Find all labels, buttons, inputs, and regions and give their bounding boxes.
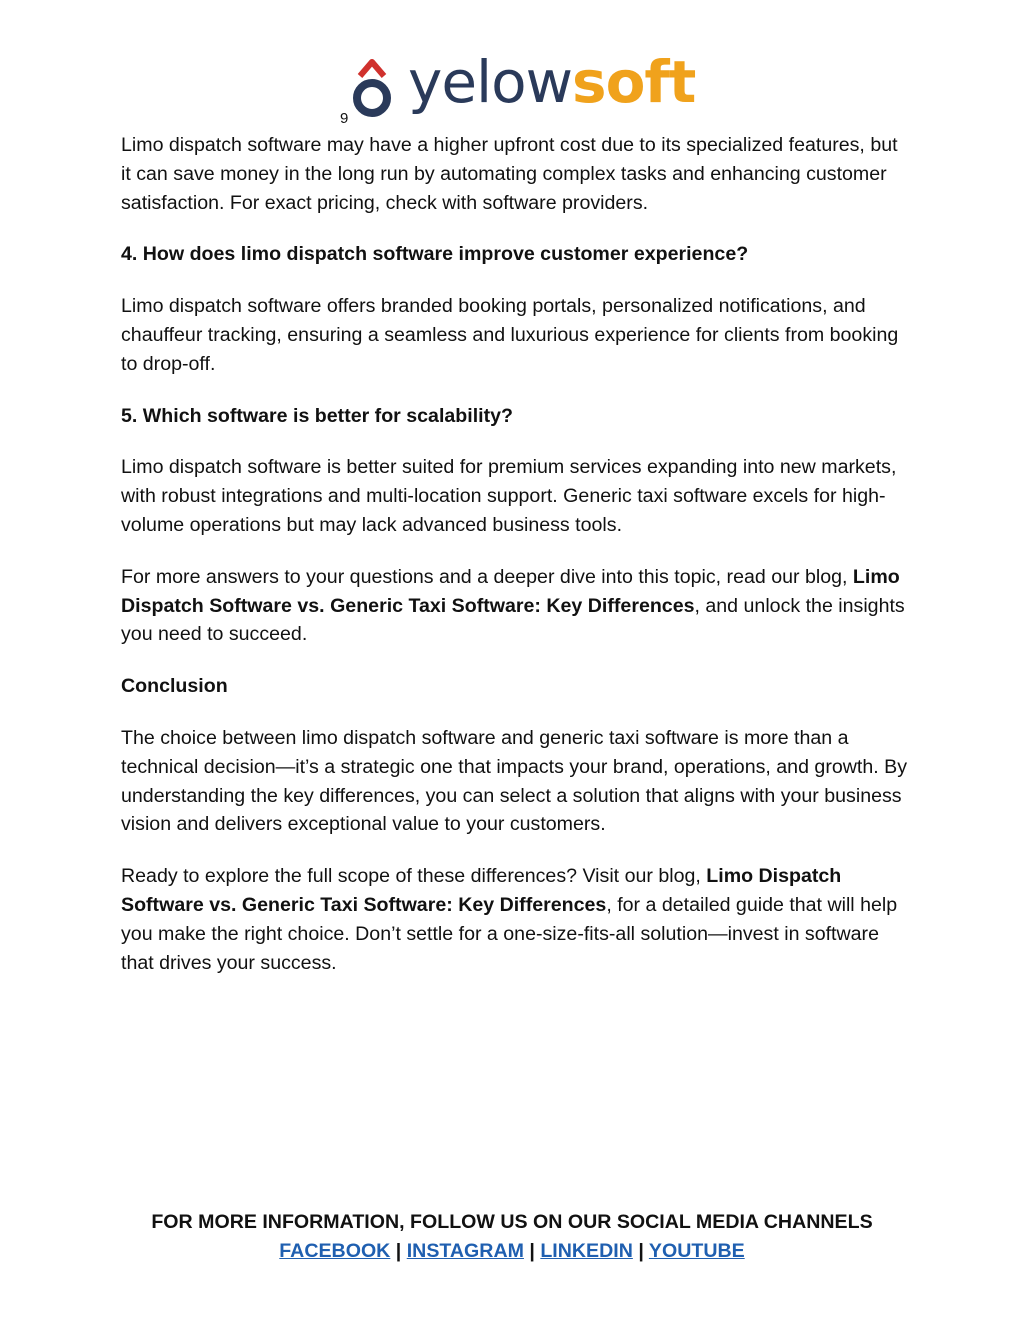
- facebook-link[interactable]: FACEBOOK: [279, 1240, 391, 1262]
- more-text-pre: For more answers to your questions and a deeper dive into this topic, read our blog,: [121, 565, 853, 588]
- logo-text-dark: yelow: [408, 48, 573, 116]
- yelowsoft-logo: [352, 48, 696, 120]
- paragraph-cost: Limo dispatch software may have a higher upfront cost due to its specialized features, but it can save money in the long run by automating complex tasks and enhancing customer satisfaction. For exact pricing, check with software providers.: [121, 134, 898, 214]
- social-footer: [0, 1208, 1024, 1266]
- faq-answer-4: Limo dispatch software offers branded booking portals, personalized notifications, and chauffeur tracking, ensuring a seamless and luxurious experience for clients from booking to drop-off.: [121, 295, 899, 375]
- conclusion-heading: Conclusion: [121, 675, 228, 698]
- paragraph-ready: [121, 862, 911, 977]
- link-separator: |: [638, 1240, 644, 1262]
- logo-wordmark: [408, 50, 695, 114]
- faq-question-4: 4. How does limo dispatch software improve customer experience?: [121, 243, 749, 266]
- ready-text-pre: Ready to explore the full scope of these differences? Visit our blog,: [121, 865, 707, 888]
- logo-mark-icon: [352, 56, 404, 120]
- conclusion-paragraph: The choice between limo dispatch software and generic taxi software is more than a technical decision—it’s a strategic one that impacts your brand, operations, and growth. By understanding the key differences, you can select a solution that aligns with your business vision and delivers exceptional value to your customers.: [121, 726, 907, 836]
- faq-answer-5: Limo dispatch software is better suited for premium services expanding into new markets, with robust integrations and multi-location support. Generic taxi software excels for high-volume operations but may lack advanced business tools.: [121, 456, 897, 536]
- ready-text-post: , for a detailed guide that will help you make the right choice. Don’t settle for a one-size-fits-all solution—invest in software that drives your success.: [121, 893, 898, 974]
- blog-title-bold: Limo Dispatch Software vs. Generic Taxi Software: Key Differences: [121, 565, 900, 617]
- footer-heading: FOR MORE INFORMATION, FOLLOW US ON OUR SOCIAL MEDIA CHANNELS: [151, 1211, 873, 1233]
- logo-text-accent: soft: [572, 48, 696, 116]
- paragraph-more-answers: [121, 563, 911, 649]
- page-number: 9: [340, 110, 349, 127]
- blog-title-bold-2: Limo Dispatch Software vs. Generic Taxi Software: Key Differences: [121, 865, 842, 916]
- more-text-post: , and unlock the insights you need to succeed.: [121, 594, 905, 646]
- social-links: [0, 1237, 1024, 1266]
- link-separator: |: [529, 1240, 535, 1262]
- link-separator: |: [395, 1240, 402, 1262]
- instagram-link[interactable]: INSTAGRAM: [406, 1240, 524, 1262]
- faq-question-5: 5. Which software is better for scalability?: [121, 404, 513, 427]
- document-body: [121, 131, 911, 1000]
- youtube-link[interactable]: YOUTUBE: [648, 1240, 745, 1262]
- linkedin-link[interactable]: LINKEDIN: [540, 1240, 633, 1262]
